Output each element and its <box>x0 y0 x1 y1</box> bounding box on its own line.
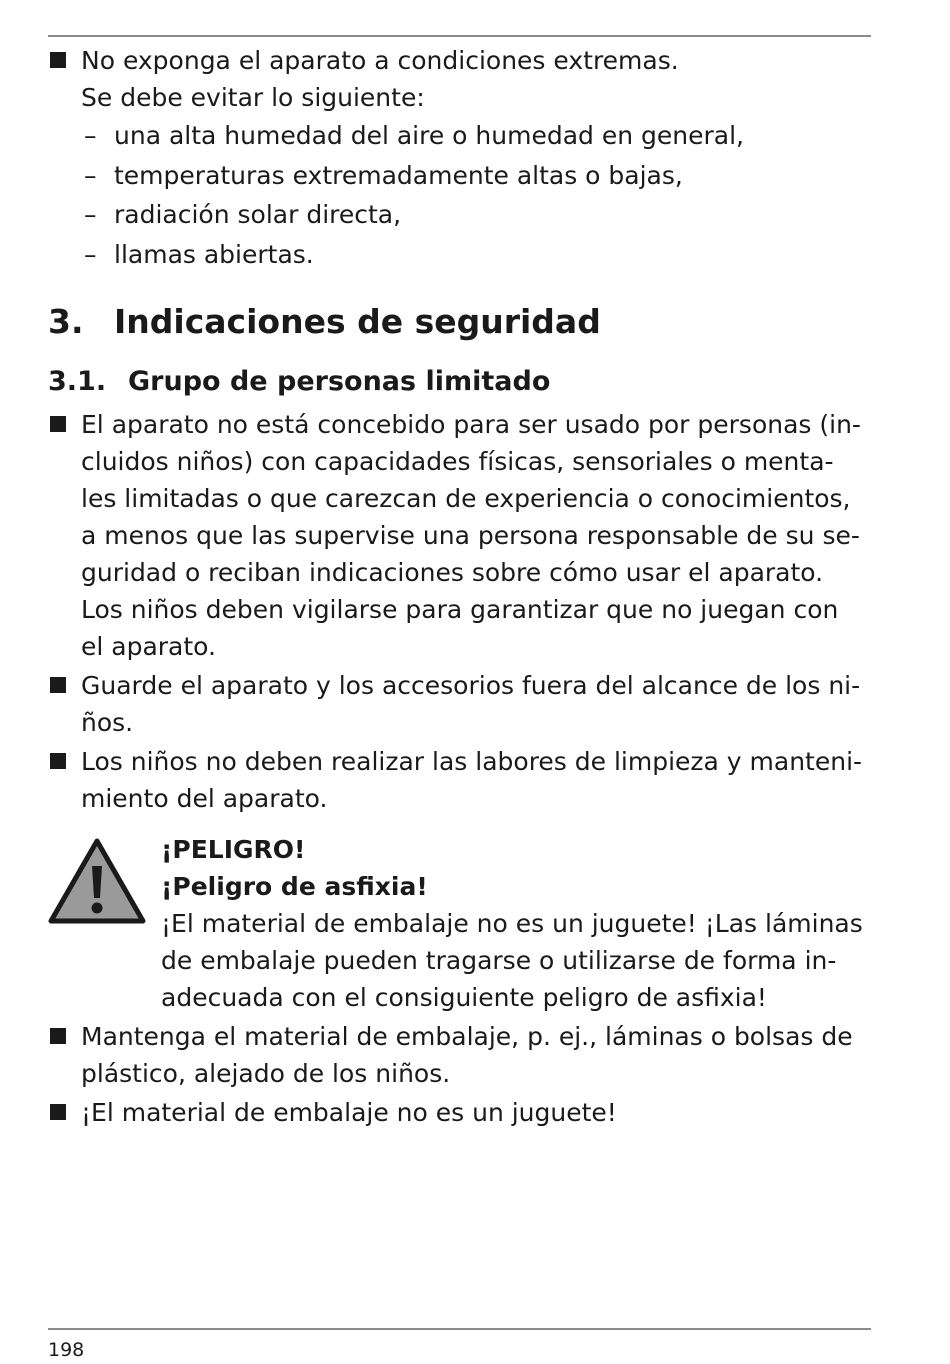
dash-item <box>48 235 871 275</box>
bullet-square-icon <box>50 753 66 769</box>
dash-item <box>48 116 871 156</box>
top-rule <box>48 35 871 37</box>
page-number: 198 <box>48 1339 85 1361</box>
subsection-number: 3.1. <box>48 366 107 397</box>
warning-triangle-icon <box>48 838 146 924</box>
bullet-no-cleaning <box>48 743 871 817</box>
dash-item <box>48 156 871 196</box>
danger-warning <box>48 831 871 1016</box>
dash-item-text: llamas abiertas. <box>114 239 314 269</box>
bullet-line: Mantenga el material de embalaje, p. ej., láminas o bolsas de <box>81 1022 853 1051</box>
bullet-line: Guarde el aparato y los accesorios fuera del alcance de los ni- <box>81 671 861 700</box>
subsection-heading <box>48 364 871 400</box>
bullet-line: guridad o reciban indicaciones sobre cómo usar el aparato. <box>81 558 824 587</box>
bullet-line: les limitadas o que carezcan de experiencia o conocimientos, <box>81 484 851 513</box>
bullet-line: ños. <box>81 708 134 737</box>
warning-title: ¡PELIGRO! <box>161 835 306 864</box>
dash-icon: – <box>84 121 97 150</box>
bottom-rule <box>48 1328 871 1330</box>
bullet-square-icon <box>50 1028 66 1044</box>
dash-icon: – <box>84 160 97 190</box>
bullet-line: El aparato no está concebido para ser usado por personas (in- <box>81 410 861 439</box>
bullet-line: cluidos niños) con capacidades físicas, sensoriales o menta- <box>81 447 834 476</box>
dash-icon: – <box>84 239 97 269</box>
bullet-line: miento del aparato. <box>81 784 328 813</box>
dash-icon: – <box>84 200 97 229</box>
warning-line: adecuada con el consiguiente peligro de asfixia! <box>161 983 767 1012</box>
bullet-line: plástico, alejado de los niños. <box>81 1059 451 1088</box>
dash-item <box>48 195 871 235</box>
section-number: 3. <box>48 302 84 341</box>
page-content <box>48 42 871 1131</box>
bullet-line: Los niños deben vigilarse para garantizar que no juegan con <box>81 595 839 624</box>
subsection-title: Grupo de personas limitado <box>128 366 551 397</box>
dash-item-text: una alta humedad del aire o humedad en general, <box>114 121 744 150</box>
bullet-not-a-toy <box>48 1094 871 1131</box>
dash-item-text: radiación solar directa, <box>114 200 402 229</box>
warning-subtitle: ¡Peligro de asfixia! <box>161 872 428 901</box>
bullet-square-icon <box>50 1104 66 1120</box>
bullet-packaging-material <box>48 1018 871 1092</box>
warning-line: de embalaje pueden tragarse o utilizarse de forma in- <box>161 946 837 975</box>
bullet-square-icon <box>50 416 66 432</box>
bullet-square-icon <box>50 52 66 68</box>
bullet-line: a menos que las supervise una persona responsable de su se- <box>81 521 860 550</box>
bullet-line: Los niños no deben realizar las labores de limpieza y manteni- <box>81 747 863 776</box>
section-heading <box>48 302 871 342</box>
warning-line: ¡El material de embalaje no es un juguete! ¡Las láminas <box>161 909 863 938</box>
bullet-line: ¡El material de embalaje no es un juguete! <box>81 1098 617 1127</box>
bullet-line: No exponga el aparato a condiciones extremas. <box>81 46 679 75</box>
bullet-keep-away <box>48 667 871 741</box>
bullet-line: Se debe evitar lo siguiente: <box>81 83 425 112</box>
bullet-limited-persons <box>48 406 871 665</box>
bullet-line: el aparato. <box>81 632 216 661</box>
dash-item-text: temperaturas extremadamente altas o bajas, <box>114 160 683 190</box>
section-title: Indicaciones de seguridad <box>114 302 601 341</box>
bullet-square-icon <box>50 677 66 693</box>
bullet-extreme-conditions <box>48 42 871 116</box>
